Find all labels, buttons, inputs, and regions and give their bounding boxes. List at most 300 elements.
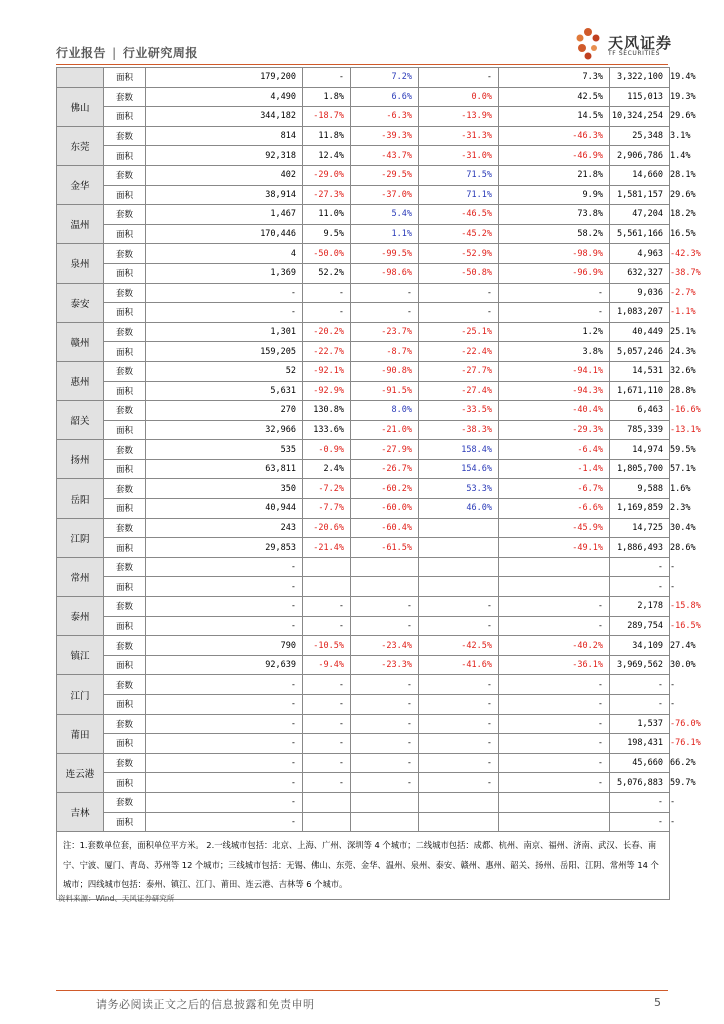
metric-cell: 面积: [104, 773, 146, 793]
value-cell: 1,886,493: [610, 538, 670, 558]
metric-cell: 套数: [104, 87, 146, 107]
value-cell: -25.1%: [419, 322, 499, 342]
city-cell: 江阴: [57, 518, 104, 557]
value-cell: -: [610, 557, 670, 577]
value-cell: -10.5%: [303, 636, 351, 656]
value-cell: -: [351, 773, 419, 793]
value-cell: 270: [146, 401, 303, 421]
metric-cell: 面积: [104, 538, 146, 558]
value-cell: 7.2%: [351, 68, 419, 88]
value-cell: -: [303, 773, 351, 793]
value-cell: [419, 518, 499, 538]
table-row: 面积 1,369 52.2% -98.6% -50.8% -96.9% 632,327 -38.7%: [57, 263, 670, 283]
value-cell: -: [419, 695, 499, 715]
value-cell: 1.1%: [351, 224, 419, 244]
value-cell: 53.3%: [419, 479, 499, 499]
table-row: 扬州 套数 535 -0.9% -27.9% 158.4% -6.4% 14,974 59.5%: [57, 440, 670, 460]
metric-cell: 套数: [104, 126, 146, 146]
value-cell: -: [351, 597, 419, 617]
table-row: 面积 - - - - - 5,076,883 59.7%: [57, 773, 670, 793]
value-cell: 11.8%: [303, 126, 351, 146]
value-cell: -49.1%: [499, 538, 610, 558]
table-row: 面积 170,446 9.5% 1.1% -45.2% 58.2% 5,561,166 16.5%: [57, 224, 670, 244]
metric-cell: 面积: [104, 499, 146, 519]
value-cell: 14,974: [610, 440, 670, 460]
value-cell: -46.3%: [499, 126, 610, 146]
value-cell: -: [146, 597, 303, 617]
value-cell: 785,339: [610, 420, 670, 440]
value-cell: -31.3%: [419, 126, 499, 146]
value-cell: 92,639: [146, 655, 303, 675]
value-cell: [351, 577, 419, 597]
value-cell: 289,754: [610, 616, 670, 636]
city-cell: 泉州: [57, 244, 104, 283]
value-cell: 1.2%: [499, 322, 610, 342]
value-cell: -42.5%: [419, 636, 499, 656]
value-cell: 158.4%: [419, 440, 499, 460]
table-row: 面积 - - - - - 289,754 -16.5%: [57, 616, 670, 636]
value-cell: -27.9%: [351, 440, 419, 460]
value-cell: 6,463: [610, 401, 670, 421]
metric-cell: 面积: [104, 420, 146, 440]
value-cell: -: [146, 714, 303, 734]
value-cell: -21.0%: [351, 420, 419, 440]
value-cell: -: [419, 773, 499, 793]
table-row: 面积 63,811 2.4% -26.7% 154.6% -1.4% 1,805,700 57.1%: [57, 459, 670, 479]
value-cell: -98.6%: [351, 263, 419, 283]
value-cell: -: [610, 792, 670, 812]
value-cell: 6.6%: [351, 87, 419, 107]
header-subcategory: 行业研究周报: [122, 46, 198, 60]
city-cell: 金华: [57, 165, 104, 204]
header-separator: |: [112, 46, 117, 60]
value-cell: 2,906,786: [610, 146, 670, 166]
value-cell: 179,200: [146, 68, 303, 88]
value-cell: -: [499, 675, 610, 695]
value-cell: -: [303, 695, 351, 715]
value-cell: -6.4%: [499, 440, 610, 460]
table-row: 佛山 套数 4,490 1.8% 6.6% 0.0% 42.5% 115,013 19.3%: [57, 87, 670, 107]
value-cell: -20.6%: [303, 518, 351, 538]
value-cell: -: [419, 753, 499, 773]
value-cell: -33.5%: [419, 401, 499, 421]
value-cell: 3.8%: [499, 342, 610, 362]
table-row: 莆田 套数 - - - - - 1,537 -76.0%: [57, 714, 670, 734]
table-row: 东莞 套数 814 11.8% -39.3% -31.3% -46.3% 25,348 3.1%: [57, 126, 670, 146]
value-cell: -27.7%: [419, 361, 499, 381]
table-row: 面积 - - -: [57, 812, 670, 832]
value-cell: -: [419, 714, 499, 734]
table-row: 面积 5,631 -92.9% -91.5% -27.4% -94.3% 1,671,110 28.8%: [57, 381, 670, 401]
value-cell: -: [146, 675, 303, 695]
city-cell: 佛山: [57, 87, 104, 126]
value-cell: 344,182: [146, 107, 303, 127]
value-cell: 73.8%: [499, 205, 610, 225]
value-cell: 159,205: [146, 342, 303, 362]
value-cell: 38,914: [146, 185, 303, 205]
value-cell: 92,318: [146, 146, 303, 166]
table-row: 面积 344,182 -18.7% -6.3% -13.9% 14.5% 10,324,254 29.6%: [57, 107, 670, 127]
metric-cell: 套数: [104, 440, 146, 460]
value-cell: 133.6%: [303, 420, 351, 440]
city-cell: 莆田: [57, 714, 104, 753]
header-category: 行业报告: [56, 46, 107, 60]
value-cell: [303, 792, 351, 812]
city-cell: 韶关: [57, 401, 104, 440]
value-cell: 52: [146, 361, 303, 381]
value-cell: [303, 577, 351, 597]
value-cell: 4,490: [146, 87, 303, 107]
metric-cell: 面积: [104, 263, 146, 283]
value-cell: 32,966: [146, 420, 303, 440]
value-cell: 5,561,166: [610, 224, 670, 244]
value-cell: -: [146, 695, 303, 715]
city-cell: 泰安: [57, 283, 104, 322]
value-cell: -: [303, 675, 351, 695]
page-number: 5: [654, 996, 661, 1009]
value-cell: 10,324,254: [610, 107, 670, 127]
value-cell: -: [499, 616, 610, 636]
value-cell: 115,013: [610, 87, 670, 107]
value-cell: -: [351, 734, 419, 754]
report-header: [56, 44, 198, 61]
value-cell: 1,467: [146, 205, 303, 225]
value-cell: -: [419, 616, 499, 636]
value-cell: -: [419, 283, 499, 303]
metric-cell: 套数: [104, 792, 146, 812]
city-cell: 吉林: [57, 792, 104, 831]
city-cell: 江门: [57, 675, 104, 714]
value-cell: 4,963: [610, 244, 670, 264]
value-cell: -94.3%: [499, 381, 610, 401]
value-cell: -40.2%: [499, 636, 610, 656]
value-cell: -: [303, 734, 351, 754]
metric-cell: 面积: [104, 459, 146, 479]
value-cell: [419, 812, 499, 832]
value-cell: -26.7%: [351, 459, 419, 479]
city-cell: 泰州: [57, 597, 104, 636]
table-row: 面积 - - - - - 198,431 -76.1%: [57, 734, 670, 754]
value-cell: 52.2%: [303, 263, 351, 283]
value-cell: -61.5%: [351, 538, 419, 558]
value-cell: -: [146, 773, 303, 793]
value-cell: 47,204: [610, 205, 670, 225]
value-cell: 154.6%: [419, 459, 499, 479]
table-row: 面积 159,205 -22.7% -8.7% -22.4% 3.8% 5,057,246 24.3%: [57, 342, 670, 362]
value-cell: -: [499, 283, 610, 303]
value-cell: 1.8%: [303, 87, 351, 107]
value-cell: -: [146, 734, 303, 754]
value-cell: -: [419, 303, 499, 323]
value-cell: -: [419, 68, 499, 88]
value-cell: -39.3%: [351, 126, 419, 146]
value-cell: 350: [146, 479, 303, 499]
value-cell: -6.6%: [499, 499, 610, 519]
value-cell: 2,178: [610, 597, 670, 617]
value-cell: -96.9%: [499, 263, 610, 283]
city-cell: 岳阳: [57, 479, 104, 518]
table-row: 泰州 套数 - - - - - 2,178 -15.8%: [57, 597, 670, 617]
table-row: 赣州 套数 1,301 -20.2% -23.7% -25.1% 1.2% 40,449 25.1%: [57, 322, 670, 342]
metric-cell: 面积: [104, 107, 146, 127]
table-row: 面积 - - - - - 1,083,207 -1.1%: [57, 303, 670, 323]
table-note-row: [57, 832, 670, 900]
table-row: 岳阳 套数 350 -7.2% -60.2% 53.3% -6.7% 9,588 1.6%: [57, 479, 670, 499]
footer-divider: [56, 990, 668, 991]
value-cell: -: [419, 675, 499, 695]
value-cell: 42.5%: [499, 87, 610, 107]
value-cell: -: [499, 714, 610, 734]
value-cell: -: [499, 773, 610, 793]
city-cell: 扬州: [57, 440, 104, 479]
company-logo-subtitle: TF SECURITIES: [608, 50, 660, 57]
value-cell: -7.7%: [303, 499, 351, 519]
table-row: 江门 套数 - - - - - - -: [57, 675, 670, 695]
value-cell: -22.7%: [303, 342, 351, 362]
value-cell: 9.9%: [499, 185, 610, 205]
metric-cell: 套数: [104, 283, 146, 303]
value-cell: -: [303, 283, 351, 303]
metric-cell: 套数: [104, 322, 146, 342]
disclaimer-text: 请务必阅读正文之后的信息披露和免责申明: [96, 998, 315, 1011]
value-cell: 9.5%: [303, 224, 351, 244]
value-cell: 14,531: [610, 361, 670, 381]
metric-cell: 面积: [104, 381, 146, 401]
value-cell: -: [146, 812, 303, 832]
value-cell: 3,969,562: [610, 655, 670, 675]
value-cell: [419, 577, 499, 597]
metric-cell: 面积: [104, 303, 146, 323]
value-cell: -41.6%: [419, 655, 499, 675]
value-cell: [499, 577, 610, 597]
table-row: 面积 32,966 133.6% -21.0% -38.3% -29.3% 785,339 -13.1%: [57, 420, 670, 440]
value-cell: 3,322,100: [610, 68, 670, 88]
value-cell: -31.0%: [419, 146, 499, 166]
table-row: 吉林 套数 - - -: [57, 792, 670, 812]
value-cell: 12.4%: [303, 146, 351, 166]
table-row: 常州 套数 - - -: [57, 557, 670, 577]
metric-cell: 套数: [104, 557, 146, 577]
value-cell: -: [146, 792, 303, 812]
metric-cell: 面积: [104, 812, 146, 832]
value-cell: -: [610, 675, 670, 695]
value-cell: -: [419, 734, 499, 754]
value-cell: 14,660: [610, 165, 670, 185]
value-cell: 58.2%: [499, 224, 610, 244]
value-cell: -8.7%: [351, 342, 419, 362]
value-cell: -60.0%: [351, 499, 419, 519]
value-cell: -46.5%: [419, 205, 499, 225]
value-cell: 25,348: [610, 126, 670, 146]
value-cell: -: [303, 68, 351, 88]
value-cell: 402: [146, 165, 303, 185]
table-row: 江阴 套数 243 -20.6% -60.4% -45.9% 14,725 30.4%: [57, 518, 670, 538]
table-row: 面积 - - -: [57, 577, 670, 597]
value-cell: [351, 792, 419, 812]
value-cell: -: [610, 812, 670, 832]
value-cell: -: [610, 577, 670, 597]
table-row: 面积 92,318 12.4% -43.7% -31.0% -46.9% 2,906,786 1.4%: [57, 146, 670, 166]
value-cell: -: [351, 695, 419, 715]
value-cell: 1,671,110: [610, 381, 670, 401]
value-cell: [499, 557, 610, 577]
value-cell: -: [499, 734, 610, 754]
metric-cell: 面积: [104, 224, 146, 244]
table-row: 面积 - - - - - - -: [57, 695, 670, 715]
value-cell: -27.4%: [419, 381, 499, 401]
value-cell: -21.4%: [303, 538, 351, 558]
value-cell: 243: [146, 518, 303, 538]
value-cell: [419, 792, 499, 812]
metric-cell: 套数: [104, 205, 146, 225]
city-cell: 常州: [57, 557, 104, 596]
metric-cell: 套数: [104, 753, 146, 773]
value-cell: -45.9%: [499, 518, 610, 538]
metric-cell: 面积: [104, 616, 146, 636]
value-cell: 0.0%: [419, 87, 499, 107]
value-cell: 5,076,883: [610, 773, 670, 793]
value-cell: 130.8%: [303, 401, 351, 421]
value-cell: 1,537: [610, 714, 670, 734]
value-cell: [499, 792, 610, 812]
table-row: 泉州 套数 4 -50.0% -99.5% -52.9% -98.9% 4,963 -42.3%: [57, 244, 670, 264]
value-cell: -6.3%: [351, 107, 419, 127]
value-cell: 2.4%: [303, 459, 351, 479]
metric-cell: 面积: [104, 577, 146, 597]
data-source: 资料来源：Wind、天风证券研究所: [58, 894, 175, 903]
value-cell: -29.5%: [351, 165, 419, 185]
value-cell: -: [499, 695, 610, 715]
metric-cell: 套数: [104, 244, 146, 264]
table-row: 面积 29,853 -21.4% -61.5% -49.1% 1,886,493 28.6%: [57, 538, 670, 558]
value-cell: -: [146, 303, 303, 323]
value-cell: 34,109: [610, 636, 670, 656]
value-cell: -: [499, 753, 610, 773]
city-cell: 惠州: [57, 361, 104, 400]
metric-cell: 面积: [104, 734, 146, 754]
value-cell: 71.5%: [419, 165, 499, 185]
table-row: 面积 38,914 -27.3% -37.0% 71.1% 9.9% 1,581,157 29.6%: [57, 185, 670, 205]
value-cell: -20.2%: [303, 322, 351, 342]
value-cell: -: [351, 283, 419, 303]
value-cell: -: [146, 283, 303, 303]
value-cell: 790: [146, 636, 303, 656]
value-cell: -7.2%: [303, 479, 351, 499]
value-cell: 9,588: [610, 479, 670, 499]
value-cell: -92.9%: [303, 381, 351, 401]
metric-cell: 套数: [104, 479, 146, 499]
value-cell: [499, 812, 610, 832]
value-cell: 11.0%: [303, 205, 351, 225]
value-cell: -23.7%: [351, 322, 419, 342]
value-cell: -94.1%: [499, 361, 610, 381]
value-cell: -38.3%: [419, 420, 499, 440]
company-logo-name: 天风证券: [608, 34, 673, 52]
table-row: 镇江 套数 790 -10.5% -23.4% -42.5% -40.2% 34,109 27.4%: [57, 636, 670, 656]
value-cell: -: [351, 303, 419, 323]
value-cell: 9,036: [610, 283, 670, 303]
value-cell: 632,327: [610, 263, 670, 283]
metric-cell: 套数: [104, 714, 146, 734]
value-cell: -0.9%: [303, 440, 351, 460]
metric-cell: 套数: [104, 401, 146, 421]
value-cell: -: [303, 303, 351, 323]
city-cell: 东莞: [57, 126, 104, 165]
city-cell: 连云港: [57, 753, 104, 792]
value-cell: -1.4%: [499, 459, 610, 479]
value-cell: 8.0%: [351, 401, 419, 421]
value-cell: -29.0%: [303, 165, 351, 185]
metric-cell: 面积: [104, 655, 146, 675]
table-note: 注：1.套数单位套，面积单位平方米。 2.一线城市包括：北京、上海、广州、深圳等 4 个城市；二线城市包括：成都、杭州、南京、福州、济南、武汉、长春、南宁、宁波、厦门、青岛、苏州等 12 个城市；三线城市包括：无锡、佛山、东莞、金华、温州、泉州、泰安、赣州、惠州、韶关、扬州、岳阳、江阴、常州等 14 个城市；四线城市包括：泰州、镇江、江门、莆田、连云港、吉林等 6 个城市。: [57, 832, 670, 900]
value-cell: 1,805,700: [610, 459, 670, 479]
value-cell: 4: [146, 244, 303, 264]
value-cell: -: [303, 597, 351, 617]
value-cell: -98.9%: [499, 244, 610, 264]
value-cell: -23.4%: [351, 636, 419, 656]
value-cell: [303, 812, 351, 832]
metric-cell: 面积: [104, 342, 146, 362]
value-cell: -: [146, 557, 303, 577]
value-cell: -52.9%: [419, 244, 499, 264]
value-cell: -: [499, 597, 610, 617]
value-cell: 1,581,157: [610, 185, 670, 205]
value-cell: 170,446: [146, 224, 303, 244]
value-cell: 14,725: [610, 518, 670, 538]
table-row: 温州 套数 1,467 11.0% 5.4% -46.5% 73.8% 47,204 18.2%: [57, 205, 670, 225]
metric-cell: 面积: [104, 146, 146, 166]
value-cell: 1,169,859: [610, 499, 670, 519]
value-cell: -6.7%: [499, 479, 610, 499]
value-cell: [351, 557, 419, 577]
value-cell: -50.8%: [419, 263, 499, 283]
metric-cell: 套数: [104, 165, 146, 185]
metric-cell: 套数: [104, 636, 146, 656]
value-cell: [419, 557, 499, 577]
value-cell: -37.0%: [351, 185, 419, 205]
value-cell: 21.8%: [499, 165, 610, 185]
table-row: 惠州 套数 52 -92.1% -90.8% -27.7% -94.1% 14,531 32.6%: [57, 361, 670, 381]
value-cell: -50.0%: [303, 244, 351, 264]
city-cell: [57, 68, 104, 88]
table-row: 连云港 套数 - - - - - 45,660 66.2%: [57, 753, 670, 773]
value-cell: -: [419, 597, 499, 617]
value-cell: -: [351, 675, 419, 695]
metric-cell: 面积: [104, 185, 146, 205]
value-cell: 1,369: [146, 263, 303, 283]
metric-cell: 套数: [104, 597, 146, 617]
value-cell: -60.2%: [351, 479, 419, 499]
value-cell: -46.9%: [499, 146, 610, 166]
value-cell: -: [351, 714, 419, 734]
value-cell: 1,083,207: [610, 303, 670, 323]
value-cell: -36.1%: [499, 655, 610, 675]
value-cell: -22.4%: [419, 342, 499, 362]
value-cell: -: [610, 695, 670, 715]
value-cell: -91.5%: [351, 381, 419, 401]
table-row: 泰安 套数 - - - - - 9,036 -2.7%: [57, 283, 670, 303]
value-cell: 5,057,246: [610, 342, 670, 362]
value-cell: 14.5%: [499, 107, 610, 127]
table-row: 金华 套数 402 -29.0% -29.5% 71.5% 21.8% 14,660 28.1%: [57, 165, 670, 185]
value-cell: -: [146, 577, 303, 597]
value-cell: -45.2%: [419, 224, 499, 244]
metric-cell: 套数: [104, 361, 146, 381]
value-cell: -: [499, 303, 610, 323]
value-cell: -: [146, 753, 303, 773]
table-row: 面积 92,639 -9.4% -23.3% -41.6% -36.1% 3,969,562 30.0%: [57, 655, 670, 675]
value-cell: -99.5%: [351, 244, 419, 264]
